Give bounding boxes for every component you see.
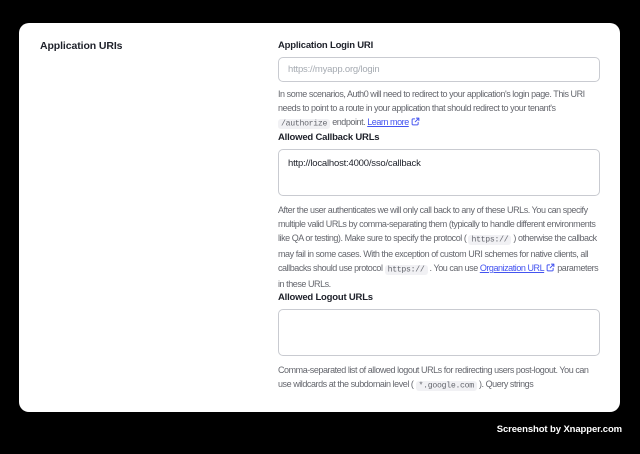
xnapper-watermark: Screenshot by Xnapper.com bbox=[496, 424, 622, 435]
code-snippet: /authorize bbox=[278, 119, 330, 129]
application-uris-form bbox=[278, 39, 600, 393]
code-snippet: *.google.com bbox=[416, 381, 477, 391]
callback-urls-field bbox=[278, 131, 600, 291]
login-uri-help: In some scenarios, Auth0 will need to redirect to your application's login page. This URI needs to point to a route in your application that should redirect to your tenant's /authorize endpoint. Learn more bbox=[278, 89, 585, 128]
organization-url-link[interactable]: Organization URL bbox=[480, 263, 555, 273]
code-snippet: https:// bbox=[468, 235, 511, 245]
callback-urls-textarea[interactable] bbox=[278, 149, 600, 196]
login-uri-field bbox=[278, 39, 600, 131]
logout-urls-help: Comma-separated list of allowed logout URLs for redirecting users post-logout. You can use wildcards at the subdomain level ( *.google.com ). Query strings bbox=[278, 365, 589, 390]
callback-urls-label: Allowed Callback URLs bbox=[278, 132, 380, 143]
external-link-icon[interactable] bbox=[411, 117, 420, 126]
logout-urls-label: Allowed Logout URLs bbox=[278, 292, 373, 303]
callback-urls-help: After the user authenticates we will only call back to any of these URLs. You can specify multiple valid URLs by comma-separating them (typically to handle different environments like QA or testing). Make sure to specify the protocol ( https:// ) otherwise the callback may fail in some cases. With the exception of custom URI schemes for native clients, all callbacks should use protocol https:// . You can use Organization URL parameters in these URLs. bbox=[278, 205, 599, 289]
login-uri-label: Application Login URI bbox=[278, 40, 374, 51]
logout-urls-textarea[interactable] bbox=[278, 309, 600, 356]
logout-urls-field bbox=[278, 291, 600, 393]
login-uri-input[interactable] bbox=[278, 57, 600, 82]
application-settings-card bbox=[19, 23, 620, 412]
learn-more-link[interactable]: Learn more bbox=[367, 117, 420, 127]
external-link-icon[interactable] bbox=[546, 263, 555, 272]
application-uris-heading: Application URIs bbox=[40, 40, 123, 52]
code-snippet: https:// bbox=[385, 265, 428, 275]
